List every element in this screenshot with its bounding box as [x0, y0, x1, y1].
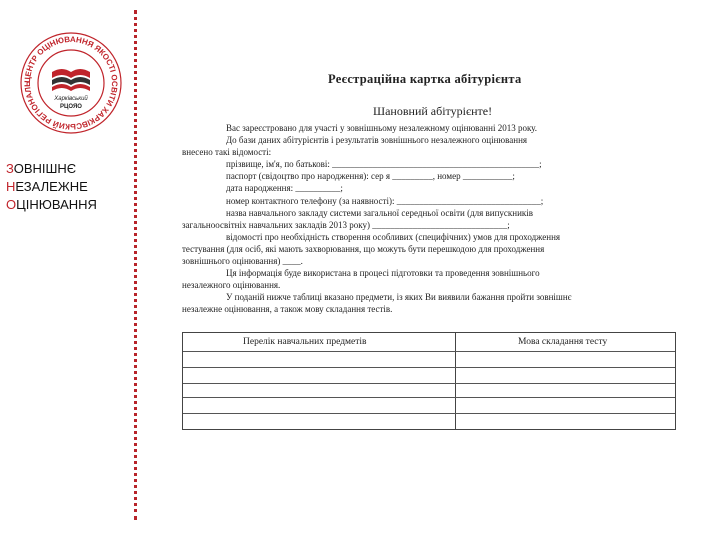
- document-line: назва навчального закладу системи загальної середньої освіти (для випускників: [226, 207, 534, 218]
- document-line: До бази даних абітурієнтів і результатів зовнішнього незалежного оцінювання: [226, 135, 528, 146]
- document-line: прізвище, ім'я, по батькові: ______________________________________________;: [226, 159, 542, 170]
- document-line: номер контактного телефону (за наявності): ________________________________;: [226, 195, 544, 206]
- dotted-divider: [134, 10, 137, 520]
- document-line: незалежне оцінювання, а також мову складання тестів.: [182, 304, 393, 315]
- document-line: загальноосвітніх навчальних закладів 2013 року) ______________________________;: [182, 219, 510, 230]
- subjects-table: [182, 332, 676, 430]
- document-line: паспорт (свідоцтво про народження): сер я _________, номер ___________;: [226, 171, 515, 182]
- document-line: Вас зареєстровано для участі у зовнішньому незалежному оцінюванні 2013 року.: [226, 123, 538, 133]
- document-line: відомості про необхідність створення особливих (специфічних) умов для проходження: [226, 231, 561, 242]
- document-line: внесено такі відомості:: [182, 147, 272, 158]
- logo: [16, 28, 126, 138]
- logo-center-line1: Харківський: [54, 96, 88, 102]
- logo-ring-text: ЦЕНТР ОЦІНЮВАННЯ ЯКОСТІ ОСВІТИ ХАРКІВСЬКИЙ РЕГІОНАЛЬ: [22, 34, 120, 132]
- brand-title: ЗОВНІШНЄ НЕЗАЛЕЖНЕ ОЦІНЮВАННЯ: [6, 161, 97, 212]
- document-line: У поданій нижче таблиці вказано предмети, із яких Ви виявили бажання пройти зовнішнє: [226, 292, 572, 303]
- document-line: зовнішнього оцінювання) ____.: [182, 256, 303, 267]
- logo-center-line2: РЦОЯО: [60, 104, 82, 110]
- document-line: тестування (для осіб, які мають захворювання, що можуть бути перешкодою для проходження: [182, 243, 545, 254]
- document-body: [182, 122, 682, 316]
- registration-card: [178, 60, 683, 430]
- document-title: Реєстраційна картка абітурієнта: [328, 72, 522, 86]
- col-language-header: Мова складання тесту: [518, 337, 608, 347]
- document-greeting: Шановний абітурієнте!: [373, 104, 493, 118]
- document-line: незалежного оцінювання.: [182, 280, 281, 291]
- book-icon: [52, 69, 90, 78]
- col-subjects-header: Перелік навчальних предметів: [243, 337, 367, 347]
- document-line: дата народження: __________;: [226, 183, 343, 194]
- document-line: Ця інформація буде використана в процесі підготовки та проведення зовнішнього: [226, 268, 540, 279]
